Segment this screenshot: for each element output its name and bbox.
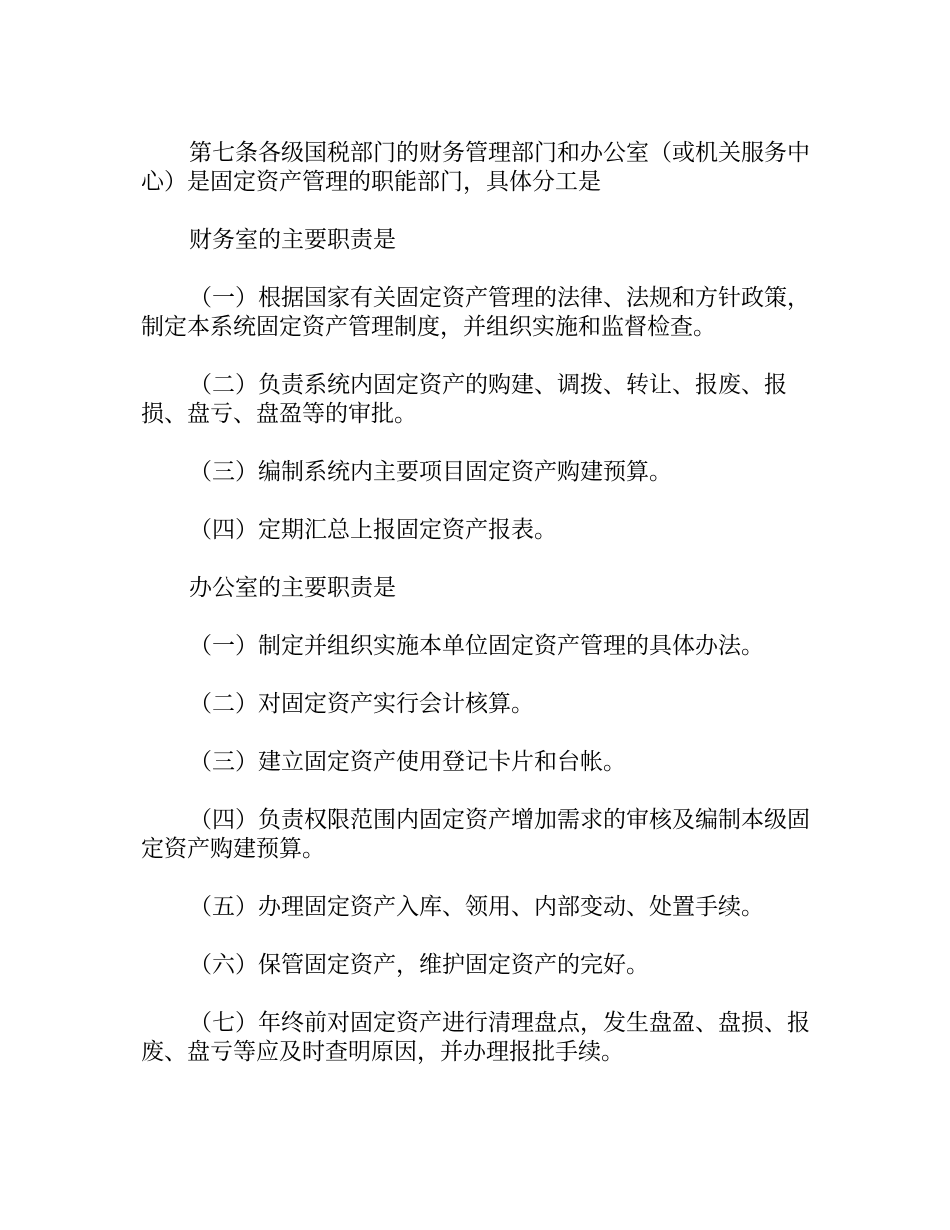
article-7-paragraph: 第七条各级国税部门的财务管理部门和办公室（或机关服务中心）是固定资产管理的职能部门，具体分工是 xyxy=(141,140,810,195)
office-duty-4: （四）负责权限范围内固定资产增加需求的审核及编制本级固定资产购建预算。 xyxy=(141,807,810,862)
finance-duty-4: （四）定期汇总上报固定资产报表。 xyxy=(189,517,557,543)
finance-office-duties-heading: 财务室的主要职责是 xyxy=(189,227,396,253)
office-duty-7: （七）年终前对固定资产进行清理盘点，发生盘盈、盘损、报废、盘亏等应及时查明原因，并办理报批手续。 xyxy=(141,1010,810,1065)
office-duty-3: （三）建立固定资产使用登记卡片和台帐。 xyxy=(189,749,626,775)
office-duty-1: （一）制定并组织实施本单位固定资产管理的具体办法。 xyxy=(189,633,764,659)
finance-duty-3: （三）编制系统内主要项目固定资产购建预算。 xyxy=(189,459,672,485)
document-body xyxy=(141,139,831,1096)
office-duty-6: （六）保管固定资产，维护固定资产的完好。 xyxy=(189,952,649,978)
office-duty-2: （二）对固定资产实行会计核算。 xyxy=(189,691,534,717)
finance-duty-1: （一）根据国家有关固定资产管理的法律、法规和方针政策，制定本系统固定资产管理制度，并组织实施和监督检查。 xyxy=(141,285,810,340)
general-office-duties-heading: 办公室的主要职责是 xyxy=(189,575,396,601)
finance-duty-2: （二）负责系统内固定资产的购建、调拨、转让、报废、报损、盘亏、盘盈等的审批。 xyxy=(141,372,787,427)
office-duty-5: （五）办理固定资产入库、领用、内部变动、处置手续。 xyxy=(189,894,764,920)
